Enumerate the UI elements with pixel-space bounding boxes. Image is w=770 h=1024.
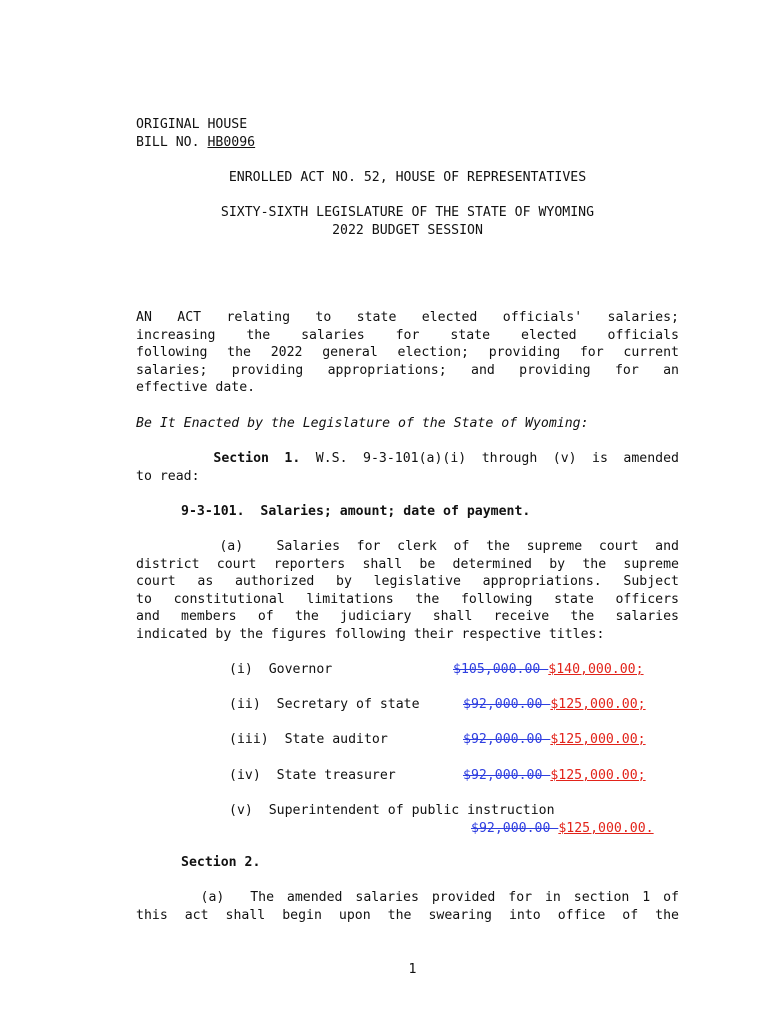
section-1-intro-row: to read: bbox=[136, 468, 200, 484]
section-1-heading: Section 1. bbox=[213, 451, 301, 466]
new-salary-amount: $140,000.00; bbox=[548, 662, 644, 677]
salary-label-state-auditor: (iii) State auditor bbox=[229, 732, 388, 747]
bill-number-line bbox=[136, 134, 679, 152]
section-1-intro bbox=[136, 450, 679, 485]
paragraph-a-row: indicated by the figures following their respective titles: bbox=[136, 626, 605, 642]
old-salary-amount: $92,000.00 bbox=[463, 732, 551, 747]
section-1-paragraph-a bbox=[136, 538, 679, 643]
section-2-heading: Section 2. bbox=[181, 855, 261, 870]
salary-label-superintendent: (v) Superintendent of public instruction bbox=[229, 803, 555, 818]
section-2-paragraph-a bbox=[136, 889, 679, 924]
old-salary-amount: $105,000.00 bbox=[453, 662, 549, 677]
act-title-row: following the 2022 general election; providing for current bbox=[136, 345, 679, 360]
act-title-row: salaries; providing appropriations; and providing for an bbox=[136, 362, 679, 378]
paragraph-a-row: (a) Salaries for clerk of the supreme court and bbox=[136, 539, 679, 554]
enrolled-act-title: ENROLLED ACT NO. 52, HOUSE OF REPRESENTATIVES bbox=[228, 170, 587, 185]
new-salary-amount: $125,000.00; bbox=[550, 732, 646, 747]
salary-label-governor: (i) Governor bbox=[229, 662, 333, 677]
paragraph-a-row: court as authorized by legislative appropriations. Subject bbox=[136, 574, 679, 589]
old-salary-amount: $92,000.00 bbox=[463, 768, 551, 783]
section-1-intro-row bbox=[136, 450, 679, 468]
paragraph-a-row: and members of the judiciary shall receive the salaries bbox=[136, 609, 679, 624]
section-2-row: (a) The amended salaries provided for in section 1 of bbox=[136, 890, 679, 905]
session-title: 2022 BUDGET SESSION bbox=[332, 223, 483, 238]
salary-amount-secretary-of-state bbox=[463, 696, 646, 714]
salary-amount-superintendent bbox=[471, 820, 654, 838]
salary-label-secretary-of-state: (ii) Secretary of state bbox=[229, 697, 420, 712]
legislature-title: SIXTY-SIXTH LEGISLATURE OF THE STATE OF WYOMING bbox=[220, 205, 595, 220]
paragraph-a-row: district court reporters shall be determined by the supreme bbox=[136, 556, 679, 572]
old-salary-amount: $92,000.00 bbox=[471, 821, 559, 836]
salary-label-state-treasurer: (iv) State treasurer bbox=[229, 768, 396, 783]
statute-heading: 9-3-101. Salaries; amount; date of payment. bbox=[181, 504, 531, 519]
salary-amount-state-treasurer bbox=[463, 767, 646, 785]
act-title-row: AN ACT relating to state elected officials' salaries; bbox=[136, 310, 679, 325]
section-2-row: this act shall begin upon the swearing into office of the bbox=[136, 907, 679, 923]
new-salary-amount: $125,000.00; bbox=[550, 697, 646, 712]
act-title-paragraph bbox=[136, 309, 679, 397]
paragraph-a-row: to constitutional limitations the following state officers bbox=[136, 591, 679, 607]
salary-amount-state-auditor bbox=[463, 731, 646, 749]
new-salary-amount: $125,000.00; bbox=[550, 768, 646, 783]
act-title-row: increasing the salaries for state elected officials bbox=[136, 327, 679, 343]
act-title-row: effective date. bbox=[136, 380, 256, 395]
section-1-intro-text: W.S. 9-3-101(a)(i) through (v) is amended bbox=[315, 451, 679, 466]
new-salary-amount: $125,000.00. bbox=[558, 821, 654, 836]
old-salary-amount: $92,000.00 bbox=[463, 697, 551, 712]
original-house-label: ORIGINAL HOUSE bbox=[136, 117, 248, 132]
page-number: 1 bbox=[408, 962, 417, 977]
enacting-clause: Be It Enacted by the Legislature of the State of Wyoming: bbox=[136, 416, 589, 431]
bill-no-label: BILL NO. bbox=[136, 135, 200, 150]
salary-amount-governor bbox=[453, 661, 644, 679]
bill-number: HB0096 bbox=[207, 135, 256, 150]
